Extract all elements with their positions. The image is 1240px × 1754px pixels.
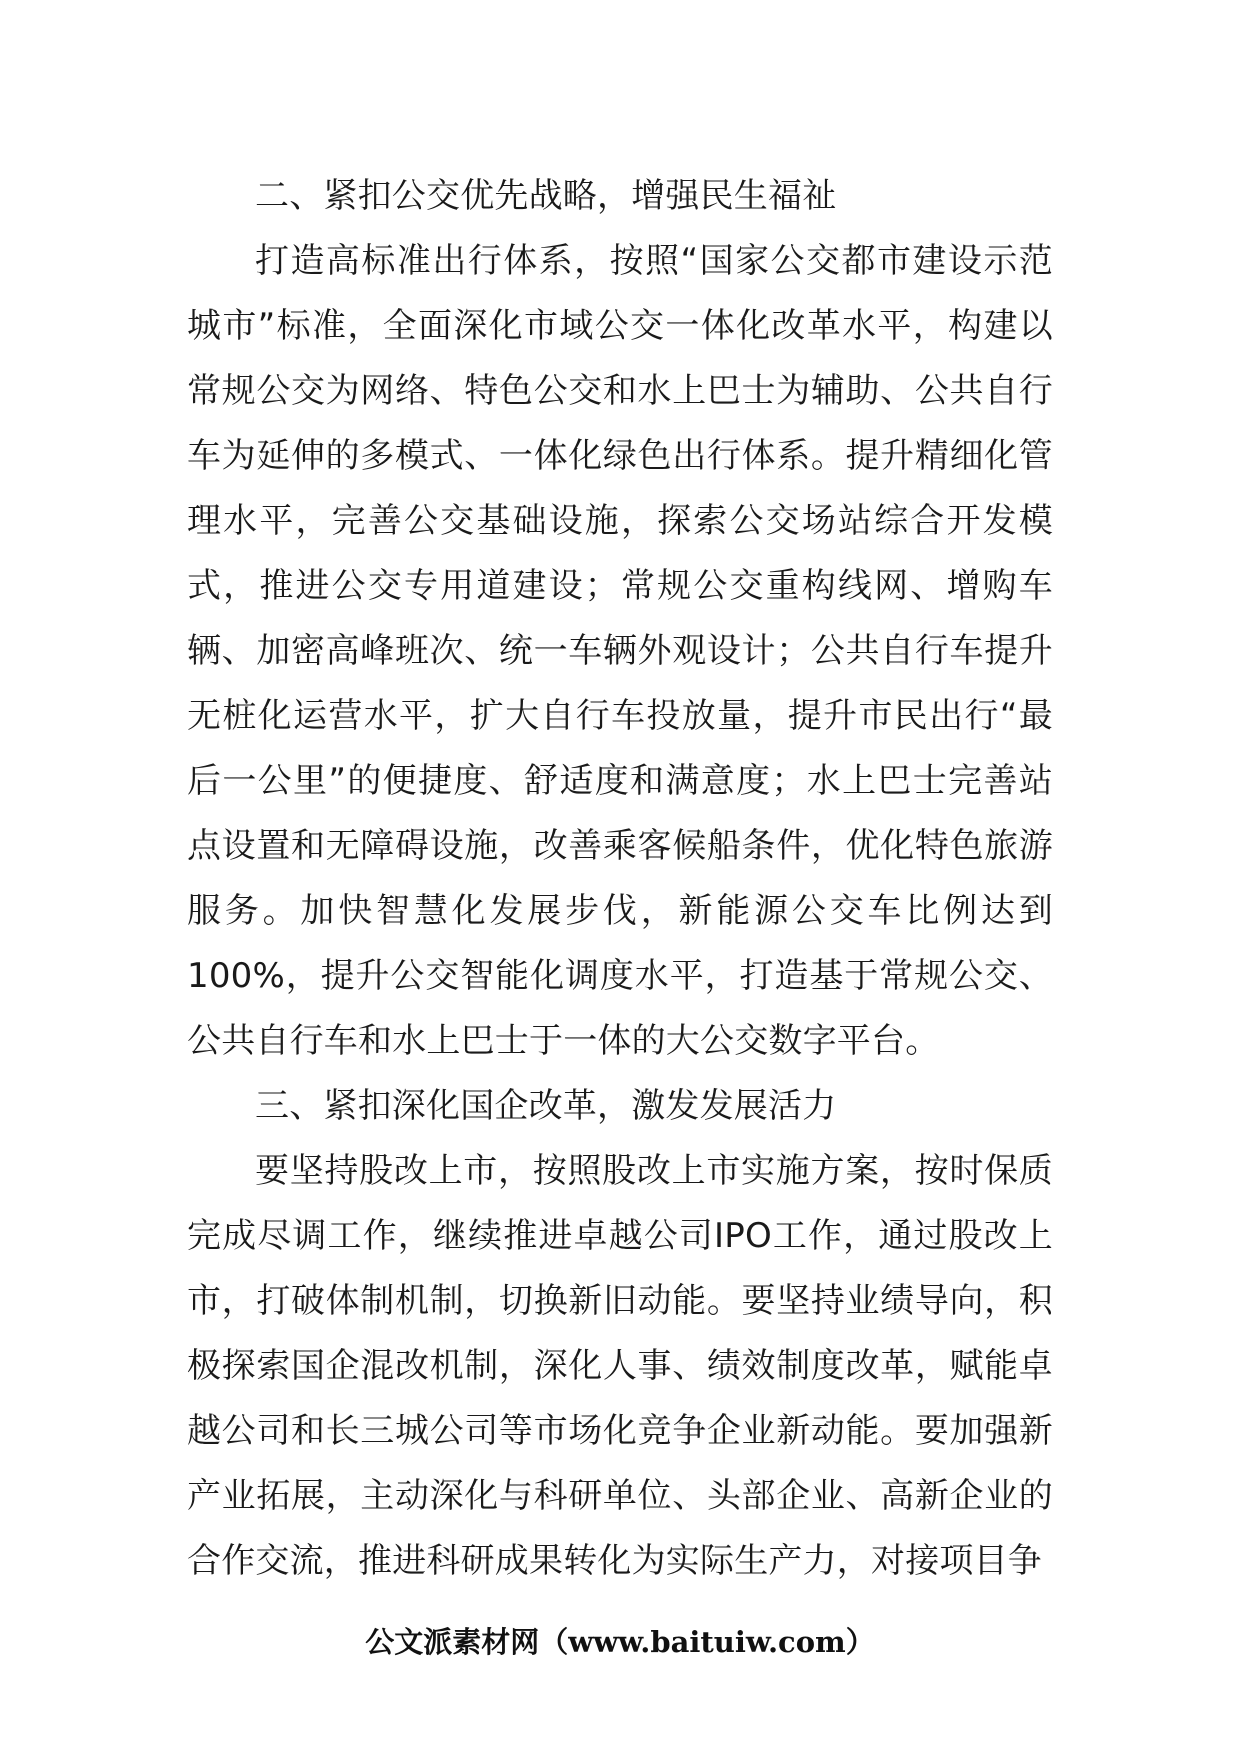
- section-heading: 三、紧扣深化国企改革，激发发展活力: [255, 1086, 837, 1126]
- document-body: [187, 164, 1053, 1594]
- footer-watermark: 公文派素材网（www.baituiw.com）: [365, 1625, 875, 1659]
- section-paragraph: 打造高标准出行体系，按照“国家公交都市建设示范城市”标准，全面深化市域公交一体化改革水平，构建以常规公交为网络、特色公交和水上巴士为辅助、公共自行车为延伸的多模式、一体化绿色出行体系。提升精细化管理水平，完善公交基础设施，探索公交场站综合开发模式，推进公交专用道建设；常规公交重构线网、增购车辆、加密高峰班次、统一车辆外观设计；公共自行车提升无桩化运营水平，扩大自行车投放量，提升市民出行“最后一公里”的便捷度、舒适度和满意度；水上巴士完善站点设置和无障碍设施，改善乘客候船条件，优化特色旅游服务。加快智慧化发展步伐，新能源公交车比例达到100%，提升公交智能化调度水平，打造基于常规公交、公共自行车和水上巴士于一体的大公交数字平台。: [187, 241, 1053, 1061]
- section-paragraph: 要坚持股改上市，按照股改上市实施方案，按时保质完成尽调工作，继续推进卓越公司IPO工作，通过股改上市，打破体制机制，切换新旧动能。要坚持业绩导向，积极探索国企混改机制，深化人事、绩效制度改革，赋能卓越公司和长三城公司等市场化竞争企业新动能。要加强新产业拓展，主动深化与科研单位、头部企业、高新企业的合作交流，推进科研成果转化为实际生产力，对接项目争: [187, 1151, 1053, 1581]
- section-heading: 二、紧扣公交优先战略，增强民生福祉: [255, 176, 837, 216]
